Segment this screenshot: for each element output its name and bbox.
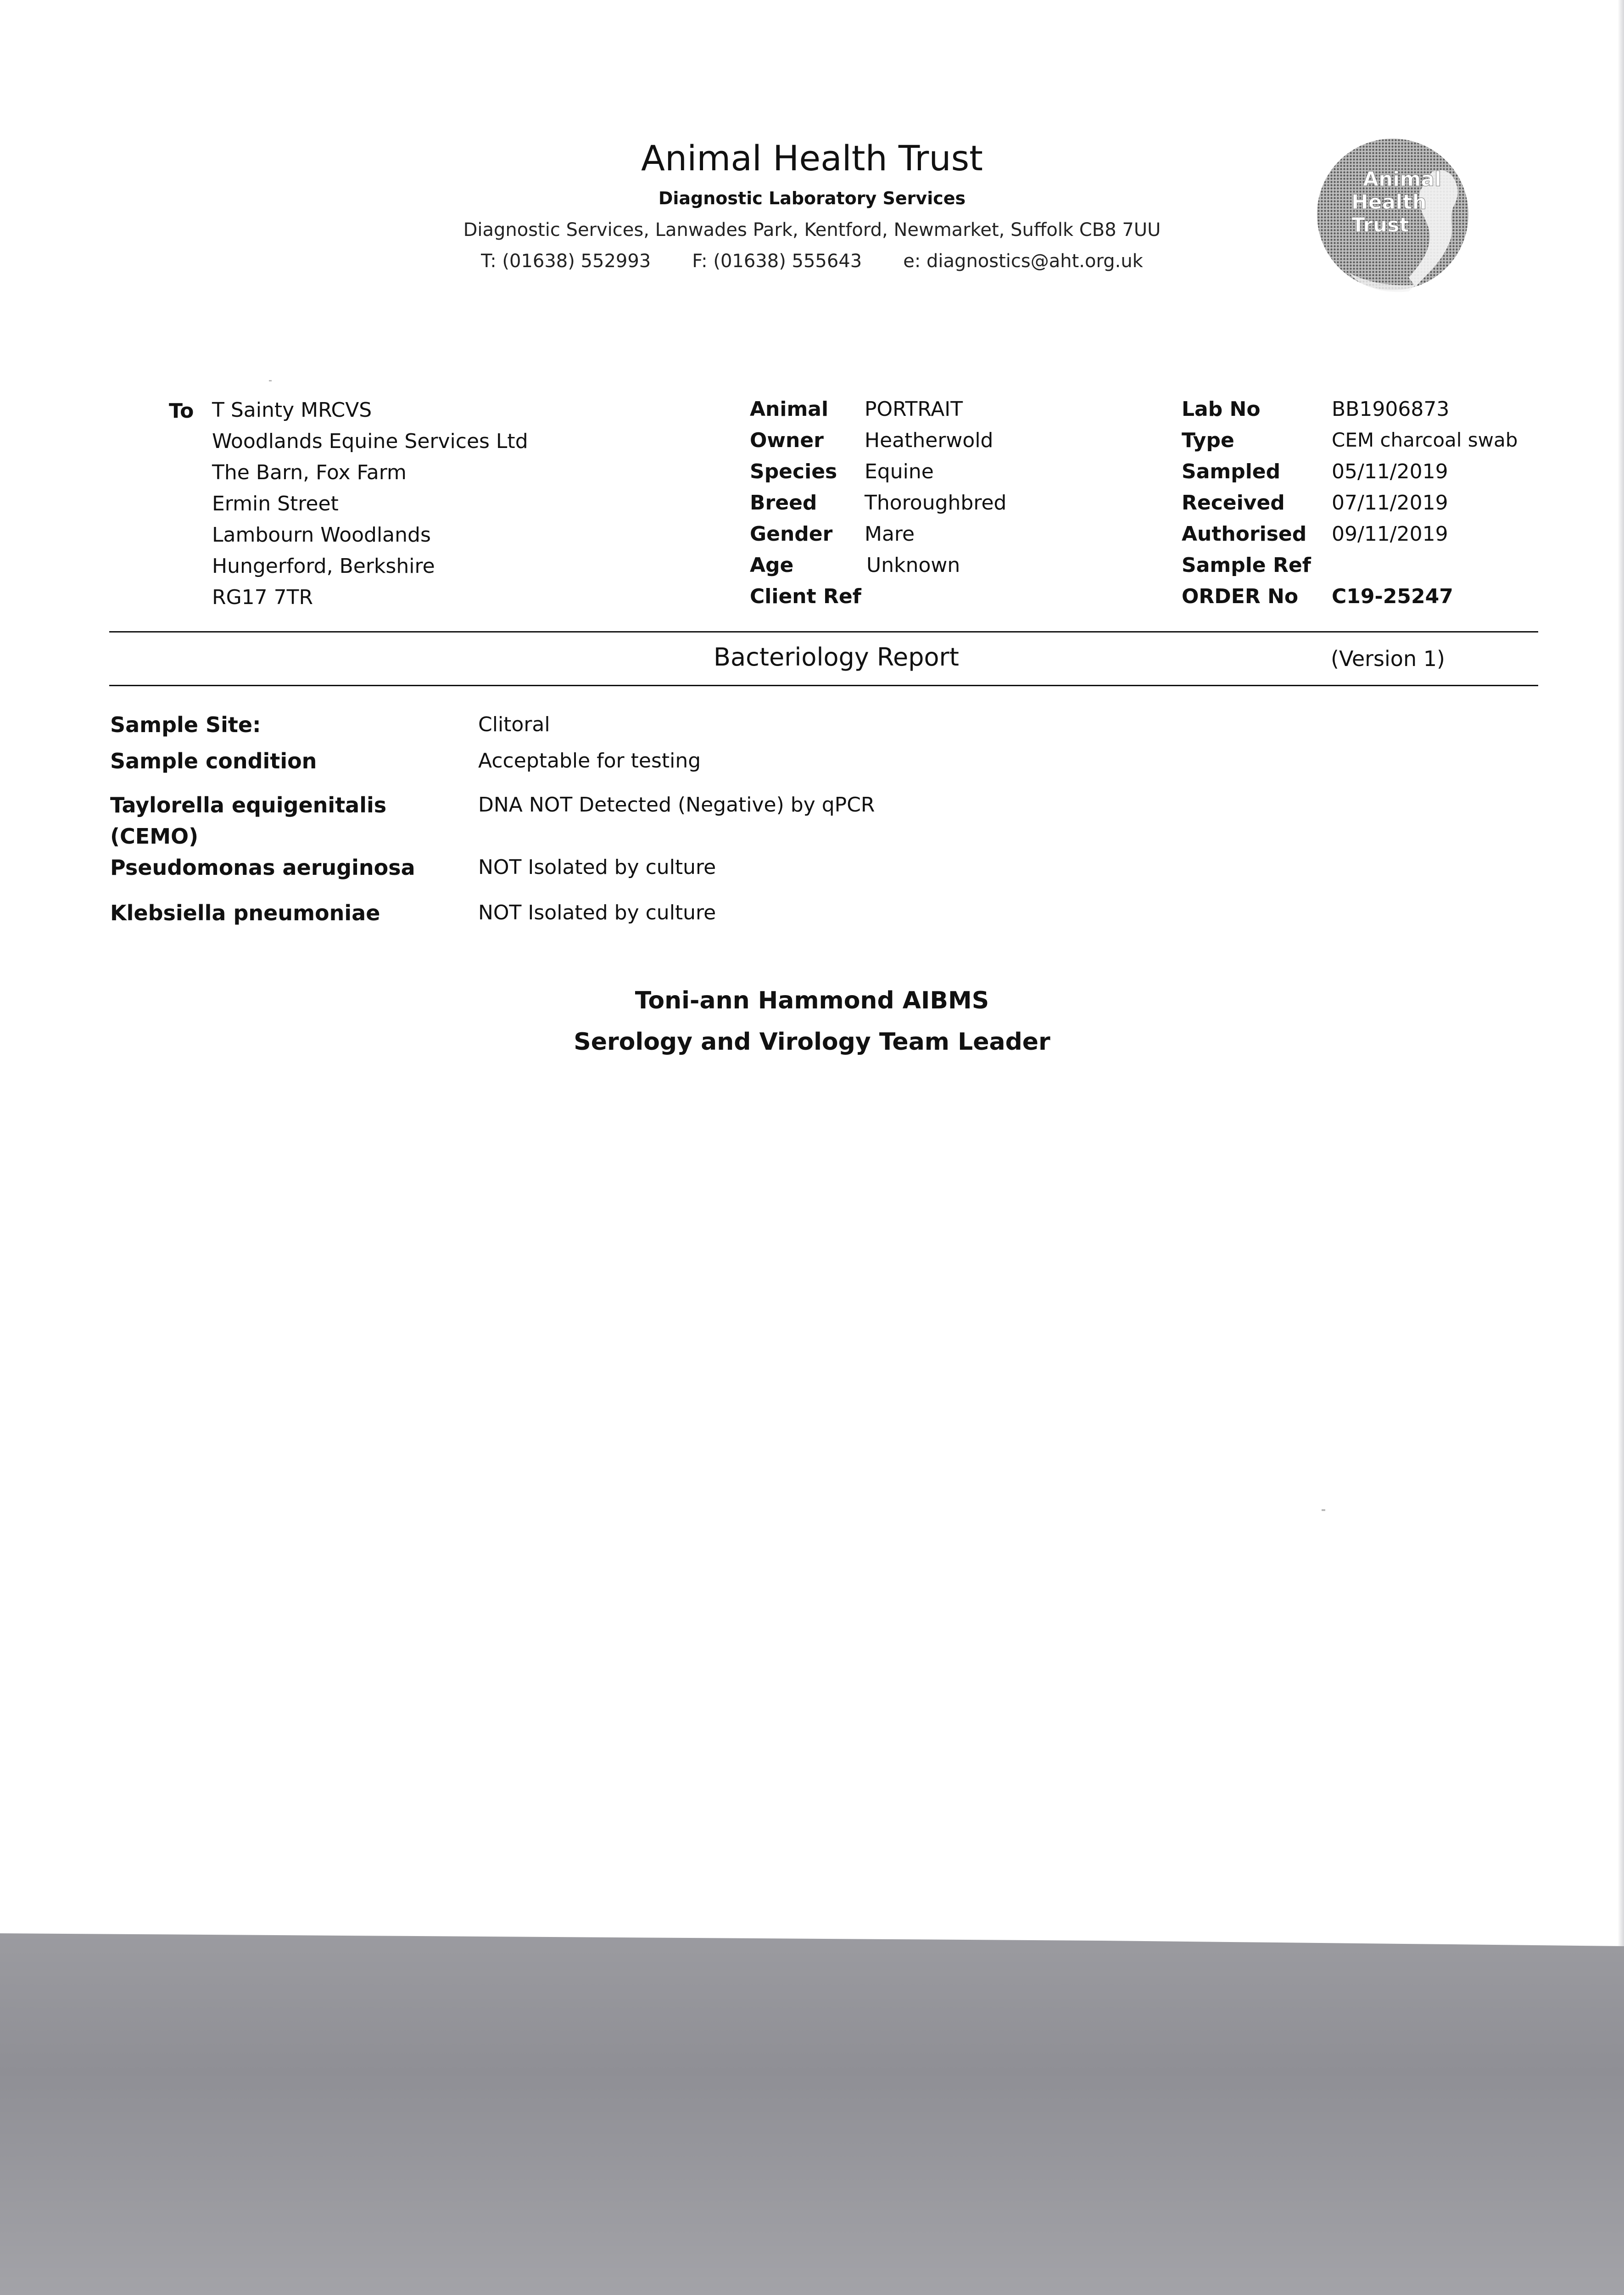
breed-value: Thoroughbred bbox=[865, 491, 1007, 515]
sampled-label: Sampled bbox=[1182, 460, 1281, 483]
result-value-klebsiella: NOT Isolated by culture bbox=[478, 901, 716, 924]
type-value: CEM charcoal swab bbox=[1332, 429, 1518, 451]
species-value: Equine bbox=[865, 460, 934, 483]
breed-label: Breed bbox=[750, 491, 817, 515]
owner-value: Heatherwold bbox=[865, 429, 993, 452]
bottom-divider bbox=[109, 685, 1538, 686]
result-label-pseudomonas: Pseudomonas aeruginosa bbox=[110, 855, 415, 880]
scan-page-edge bbox=[1618, 0, 1624, 1946]
gender-value: Mare bbox=[865, 522, 915, 546]
phone-number: T: (01638) 552993 bbox=[481, 251, 651, 272]
result-label-klebsiella: Klebsiella pneumoniae bbox=[110, 901, 380, 925]
recipient-name: T Sainty MRCVS bbox=[212, 398, 372, 422]
top-divider bbox=[109, 631, 1538, 633]
result-label-taylorella-line2: (CEMO) bbox=[110, 824, 199, 849]
logo-text-line-3: Trust bbox=[1351, 213, 1409, 237]
recipient-postcode: RG17 7TR bbox=[212, 586, 313, 609]
result-label-sample-site: Sample Site: bbox=[110, 712, 261, 737]
species-label: Species bbox=[750, 460, 837, 483]
report-version: (Version 1) bbox=[1331, 646, 1445, 671]
result-value-pseudomonas: NOT Isolated by culture bbox=[478, 856, 716, 879]
signatory-role: Serology and Virology Team Leader bbox=[574, 1028, 1050, 1056]
sample-ref-label: Sample Ref bbox=[1182, 554, 1311, 577]
lab-no-value: BB1906873 bbox=[1332, 397, 1450, 421]
gender-label: Gender bbox=[750, 522, 833, 546]
owner-label: Owner bbox=[750, 429, 824, 452]
result-value-sample-site: Clitoral bbox=[478, 713, 550, 736]
logo-text-line-2: Health bbox=[1351, 190, 1427, 214]
result-label-sample-condition: Sample condition bbox=[110, 749, 317, 773]
scan-speck bbox=[269, 380, 272, 381]
result-value-taylorella: DNA NOT Detected (Negative) by qPCR bbox=[478, 793, 875, 817]
order-no-value: C19-25247 bbox=[1332, 585, 1453, 608]
received-label: Received bbox=[1182, 491, 1285, 515]
recipient-address-line: Ermin Street bbox=[212, 492, 339, 515]
letterhead-title: Animal Health Trust bbox=[641, 138, 983, 179]
animal-label: Animal bbox=[750, 397, 829, 421]
letterhead-address: Diagnostic Services, Lanwades Park, Kentford, Newmarket, Suffolk CB8 7UU bbox=[463, 219, 1161, 241]
age-value: Unknown bbox=[866, 554, 960, 577]
age-label: Age bbox=[750, 554, 794, 577]
type-label: Type bbox=[1182, 429, 1234, 452]
signatory-name: Toni-ann Hammond AIBMS bbox=[635, 987, 989, 1014]
received-value: 07/11/2019 bbox=[1332, 491, 1448, 515]
logo-text-line-1: Animal bbox=[1363, 168, 1442, 191]
recipient-address-line: The Barn, Fox Farm bbox=[212, 461, 407, 484]
scanner-background bbox=[0, 1923, 1624, 2295]
scan-speck bbox=[1322, 1509, 1325, 1511]
recipient-address-line: Hungerford, Berkshire bbox=[212, 554, 435, 578]
authorised-label: Authorised bbox=[1182, 522, 1307, 546]
fax-number: F: (01638) 555643 bbox=[692, 251, 862, 272]
lab-no-label: Lab No bbox=[1182, 397, 1261, 421]
letterhead-subtitle: Diagnostic Laboratory Services bbox=[658, 188, 966, 208]
recipient-address-line: Lambourn Woodlands bbox=[212, 523, 431, 547]
animal-value: PORTRAIT bbox=[865, 397, 963, 421]
authorised-value: 09/11/2019 bbox=[1332, 522, 1448, 546]
recipient-company: Woodlands Equine Services Ltd bbox=[212, 430, 528, 453]
recipient-to-label: To bbox=[169, 399, 194, 423]
order-no-label: ORDER No bbox=[1182, 585, 1299, 608]
sampled-value: 05/11/2019 bbox=[1332, 460, 1448, 483]
email-address: e: diagnostics@aht.org.uk bbox=[903, 251, 1143, 272]
result-value-sample-condition: Acceptable for testing bbox=[478, 749, 701, 772]
client-ref-label: Client Ref bbox=[750, 585, 861, 608]
report-title: Bacteriology Report bbox=[714, 643, 959, 672]
animal-health-trust-logo-icon bbox=[1317, 135, 1473, 294]
result-label-taylorella: Taylorella equigenitalis bbox=[110, 793, 387, 817]
